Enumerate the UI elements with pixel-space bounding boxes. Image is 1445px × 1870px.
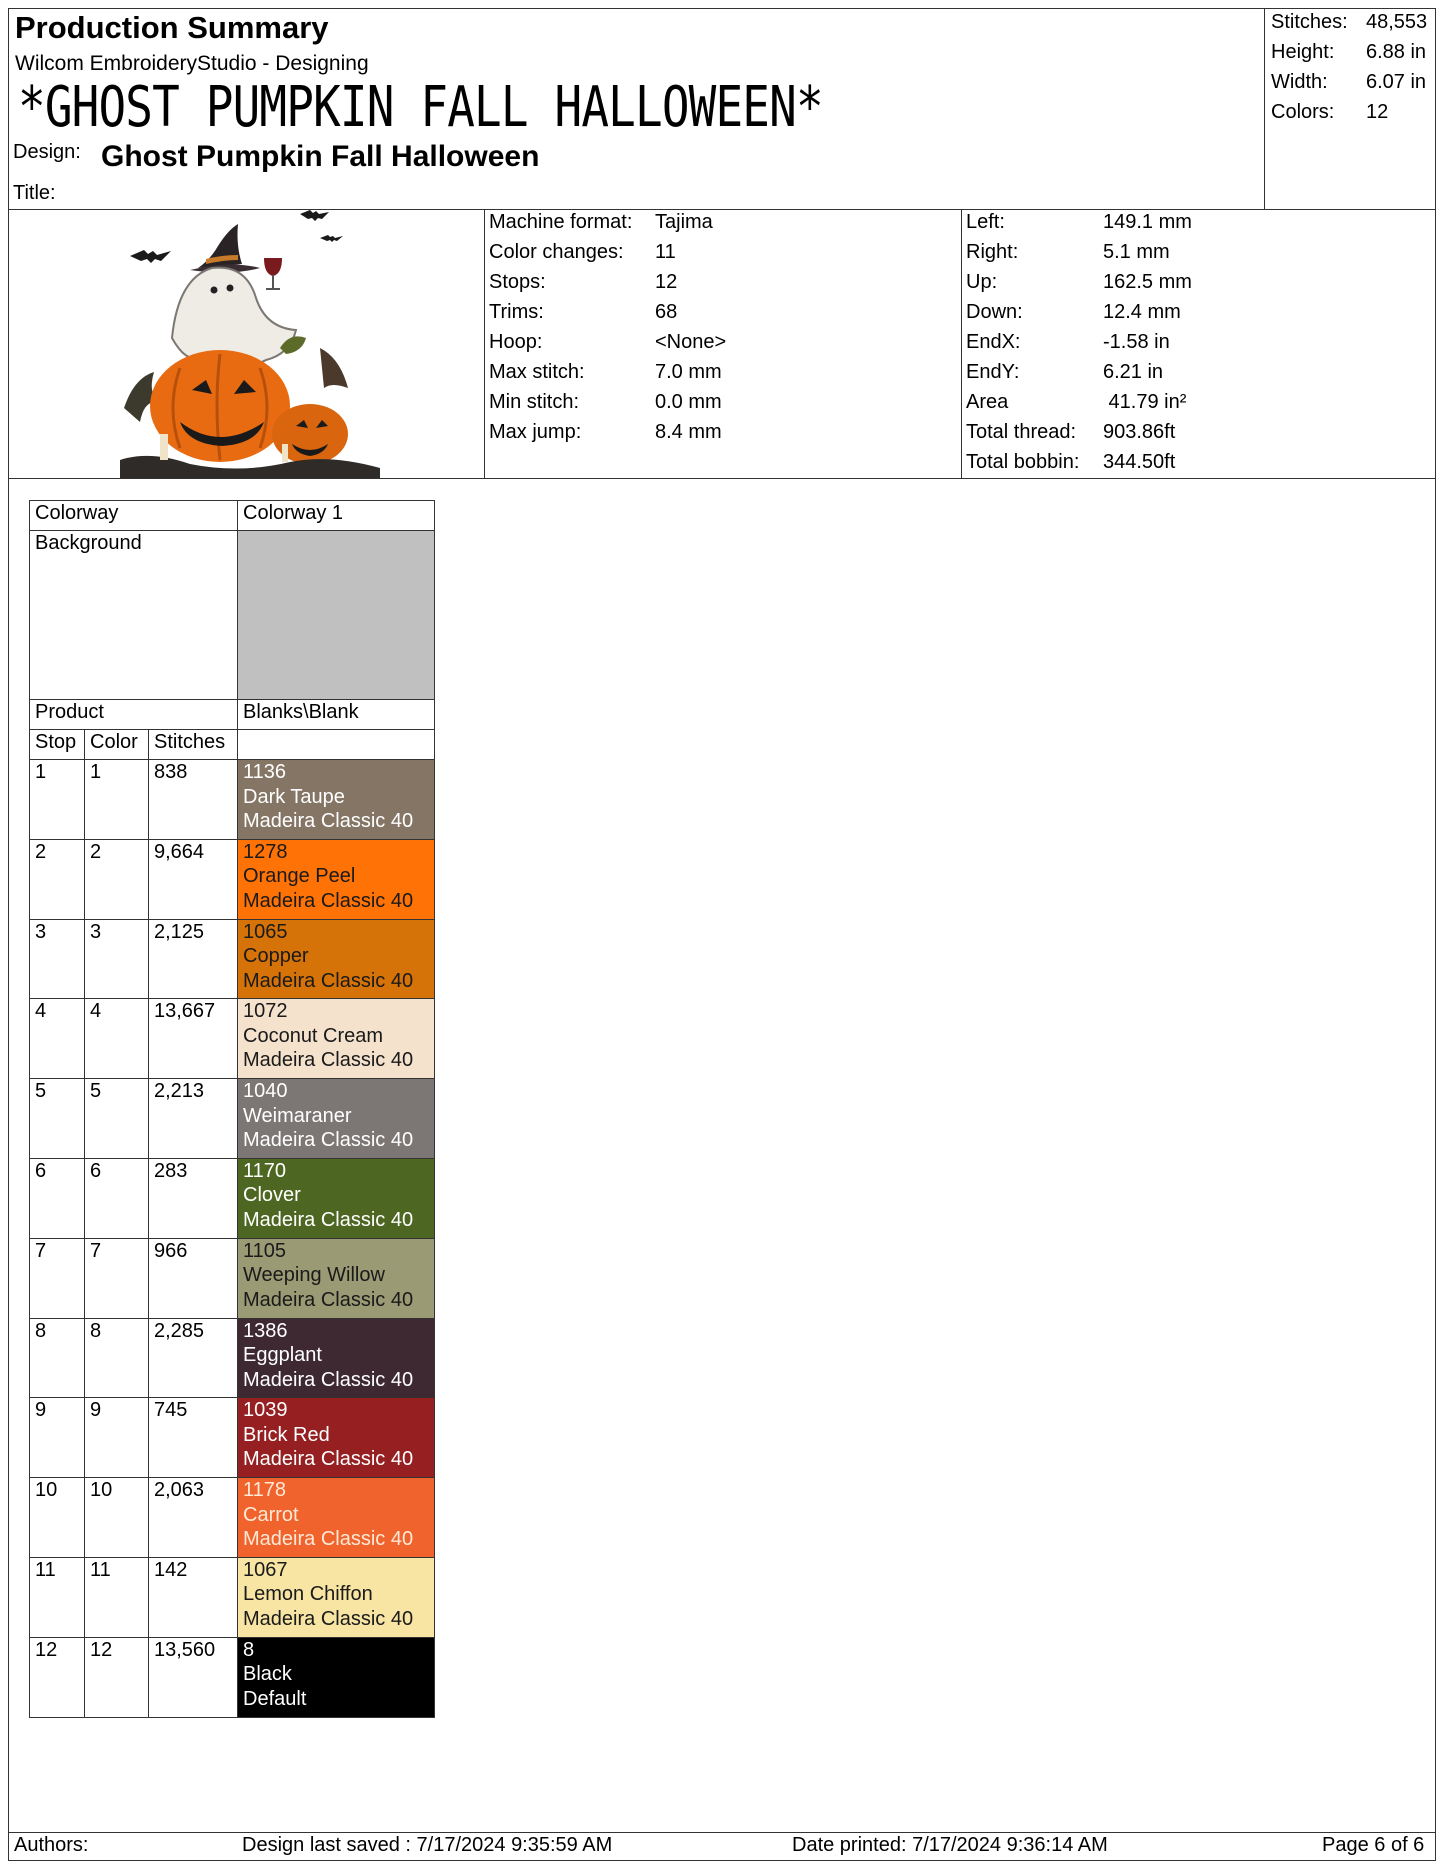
thread-color-number: 2 <box>85 839 149 919</box>
thread-stop: 11 <box>30 1557 85 1637</box>
footer-date-printed: Date printed: 7/17/2024 9:36:14 AM <box>792 1834 1108 1856</box>
thread-code: 1065 <box>243 920 288 943</box>
thread-code: 1136 <box>243 761 287 783</box>
thread-code: 1067 <box>243 1558 288 1581</box>
thread-name: Orange Peel <box>243 865 356 888</box>
thread-code: 1040 <box>243 1080 288 1103</box>
machine-info-value: 8.4 mm <box>655 421 722 443</box>
thread-brand: Madeira Classic 40 <box>243 969 414 992</box>
footer-page-number: Page 6 of 6 <box>1322 1834 1425 1856</box>
thread-code: 1278 <box>243 840 288 863</box>
dimension-key: Total bobbin: <box>966 451 1080 473</box>
machine-info <box>489 207 726 447</box>
machine-info-value: Tajima <box>655 211 713 233</box>
machine-info-key: Max stitch: <box>489 361 585 383</box>
thread-name: Dark Taupe <box>243 785 345 808</box>
machine-info-row <box>489 207 726 237</box>
thread-stop: 4 <box>30 999 85 1079</box>
thread-stitches: 2,285 <box>149 1318 238 1398</box>
design-name: Ghost Pumpkin Fall Halloween <box>101 140 540 173</box>
machine-info-row <box>489 297 726 327</box>
machine-info-key: Min stitch: <box>489 391 580 413</box>
dimension-value: -1.58 in <box>1103 331 1170 353</box>
thread-swatch <box>238 1478 435 1558</box>
thread-row <box>30 999 435 1079</box>
machine-info-row <box>489 327 726 357</box>
dimension-value: 41.79 in² <box>1103 391 1187 413</box>
colorway-value: Colorway 1 <box>238 501 435 531</box>
thread-stop: 5 <box>30 1079 85 1159</box>
design-label: Design: <box>13 141 81 163</box>
thread-color-number: 7 <box>85 1238 149 1318</box>
summary-row <box>1271 67 1427 97</box>
machine-info-key: Color changes: <box>489 241 624 263</box>
thread-name: Coconut Cream <box>243 1024 384 1047</box>
thread-color-number: 9 <box>85 1398 149 1478</box>
machine-divider <box>961 209 962 478</box>
thread-row <box>30 919 435 999</box>
thread-brand: Madeira Classic 40 <box>243 1208 414 1231</box>
thread-stitches: 2,213 <box>149 1079 238 1159</box>
summary-row <box>1271 7 1427 37</box>
dimension-value: 344.50ft <box>1103 451 1176 473</box>
machine-info-value: 11 <box>655 241 676 263</box>
thread-stitches: 13,667 <box>149 999 238 1079</box>
header-stop: Stop <box>30 730 85 760</box>
summary-value: 48,553 <box>1366 11 1428 33</box>
thread-brand: Madeira Classic 40 <box>243 1368 414 1391</box>
dimension-value: 12.4 mm <box>1103 301 1181 323</box>
colorway-label: Colorway <box>30 501 238 531</box>
art-divider <box>484 209 485 478</box>
thread-color-number: 12 <box>85 1637 149 1717</box>
dimension-info <box>966 207 1192 477</box>
thread-stitches: 966 <box>149 1238 238 1318</box>
summary-key: Colors: <box>1271 101 1335 123</box>
dimension-row <box>966 297 1192 327</box>
thread-code: 1072 <box>243 1000 288 1023</box>
product-value: Blanks\Blank <box>238 700 435 730</box>
thread-code: 1105 <box>243 1239 287 1262</box>
header-thread <box>238 730 435 760</box>
thread-swatch <box>238 760 435 840</box>
thread-color-number: 5 <box>85 1079 149 1159</box>
dimension-key: EndX: <box>966 331 1021 353</box>
machine-info-value: 68 <box>655 301 678 323</box>
machine-info-key: Max jump: <box>489 421 582 443</box>
footer-authors: Authors: <box>14 1834 89 1856</box>
thread-color-number: 8 <box>85 1318 149 1398</box>
thread-stitches: 2,063 <box>149 1478 238 1558</box>
summary-key: Stitches: <box>1271 11 1348 33</box>
thread-stop: 6 <box>30 1158 85 1238</box>
thread-stitches: 745 <box>149 1398 238 1478</box>
dimension-row <box>966 327 1192 357</box>
thread-stop: 3 <box>30 919 85 999</box>
thread-brand: Madeira Classic 40 <box>243 1288 414 1311</box>
thread-name: Copper <box>243 945 309 968</box>
thread-stop: 2 <box>30 839 85 919</box>
thread-name: Weimaraner <box>243 1104 352 1127</box>
summary-row <box>1271 37 1427 67</box>
thread-brand: Madeira Classic 40 <box>243 889 414 912</box>
dimension-row <box>966 267 1192 297</box>
thread-row <box>30 1318 435 1398</box>
thread-stop: 12 <box>30 1637 85 1717</box>
thread-name: Lemon Chiffon <box>243 1583 373 1606</box>
dimension-key: EndY: <box>966 361 1020 383</box>
page-title: Production Summary <box>15 10 329 45</box>
machine-info-value: 7.0 mm <box>655 361 722 383</box>
thread-row <box>30 1637 435 1717</box>
header-color: Color <box>85 730 149 760</box>
thread-color-number: 3 <box>85 919 149 999</box>
machine-info-value: 0.0 mm <box>655 391 722 413</box>
thread-name: Carrot <box>243 1503 299 1526</box>
thread-brand: Madeira Classic 40 <box>243 1448 414 1471</box>
product-label: Product <box>30 700 238 730</box>
machine-info-key: Machine format: <box>489 211 633 233</box>
thread-code: 1386 <box>243 1319 288 1342</box>
dimension-key: Up: <box>966 271 998 293</box>
machine-info-key: Stops: <box>489 271 546 293</box>
thread-stop: 7 <box>30 1238 85 1318</box>
thread-brand: Default <box>243 1687 307 1710</box>
summary-value: 6.88 in <box>1366 41 1427 63</box>
thread-row <box>30 1557 435 1637</box>
dimension-key: Left: <box>966 211 1005 233</box>
footer-last-saved: Design last saved : 7/17/2024 9:35:59 AM <box>242 1834 613 1856</box>
thread-row <box>30 760 435 840</box>
thread-stop: 10 <box>30 1478 85 1558</box>
design-preview-image <box>120 208 380 478</box>
dimension-row <box>966 417 1192 447</box>
thread-brand: Madeira Classic 40 <box>243 810 414 832</box>
design-banner: *GHOST PUMPKIN FALL HALLOWEEN* <box>18 75 823 140</box>
thread-color-number: 1 <box>85 760 149 840</box>
thread-name: Brick Red <box>243 1423 330 1446</box>
summary-divider <box>1264 8 1265 209</box>
thread-color-number: 6 <box>85 1158 149 1238</box>
summary-stats <box>1271 7 1427 127</box>
thread-swatch <box>238 1398 435 1478</box>
machine-info-value: 12 <box>655 271 678 293</box>
thread-name: Eggplant <box>243 1344 322 1367</box>
thread-row <box>30 1398 435 1478</box>
dimension-row <box>966 237 1192 267</box>
thread-row <box>30 1478 435 1558</box>
summary-value: 6.07 in <box>1366 71 1427 93</box>
summary-value: 12 <box>1366 101 1389 123</box>
thread-swatch <box>238 919 435 999</box>
thread-color-number: 11 <box>85 1557 149 1637</box>
thread-name: Black <box>243 1663 292 1686</box>
thread-swatch <box>238 1318 435 1398</box>
thread-swatch <box>238 1238 435 1318</box>
thread-swatch <box>238 1637 435 1717</box>
machine-info-value: <None> <box>655 331 727 353</box>
thread-code: 1170 <box>243 1159 287 1182</box>
background-label: Background <box>30 531 238 700</box>
machine-info-row <box>489 267 726 297</box>
thread-name: Clover <box>243 1184 301 1207</box>
thread-swatch <box>238 999 435 1079</box>
thread-brand: Madeira Classic 40 <box>243 1049 414 1072</box>
app-name: Wilcom EmbroideryStudio - Designing <box>15 52 369 75</box>
thread-stitches: 838 <box>149 760 238 840</box>
thread-color-number: 4 <box>85 999 149 1079</box>
thread-swatch <box>238 839 435 919</box>
machine-info-row <box>489 387 726 417</box>
dimension-key: Area <box>966 391 1009 413</box>
machine-info-key: Trims: <box>489 301 544 323</box>
thread-code: 1178 <box>243 1479 287 1502</box>
thread-stop: 1 <box>30 760 85 840</box>
dimension-key: Total thread: <box>966 421 1077 443</box>
thread-color-number: 10 <box>85 1478 149 1558</box>
dimension-row <box>966 447 1192 477</box>
thread-stitches: 2,125 <box>149 919 238 999</box>
info-divider <box>8 478 1436 479</box>
thread-brand: Madeira Classic 40 <box>243 1528 414 1551</box>
thread-swatch <box>238 1158 435 1238</box>
thread-row <box>30 1079 435 1159</box>
dimension-row <box>966 387 1192 417</box>
thread-row <box>30 1158 435 1238</box>
thread-stitches: 283 <box>149 1158 238 1238</box>
thread-row <box>30 1238 435 1318</box>
thread-stop: 9 <box>30 1398 85 1478</box>
dimension-value: 149.1 mm <box>1103 211 1192 233</box>
thread-stitches: 9,664 <box>149 839 238 919</box>
thread-name: Weeping Willow <box>243 1264 385 1287</box>
dimension-row <box>966 207 1192 237</box>
thread-stitches: 13,560 <box>149 1637 238 1717</box>
dimension-row <box>966 357 1192 387</box>
thread-stop: 8 <box>30 1318 85 1398</box>
dimension-value: 6.21 in <box>1103 361 1164 383</box>
dimension-key: Down: <box>966 301 1023 323</box>
machine-info-row <box>489 417 726 447</box>
colorway-table <box>29 500 435 1718</box>
machine-info-row <box>489 357 726 387</box>
machine-info-row <box>489 237 726 267</box>
thread-code: 1039 <box>243 1399 288 1422</box>
summary-key: Height: <box>1271 41 1335 63</box>
thread-stitches: 142 <box>149 1557 238 1637</box>
dimension-value: 903.86ft <box>1103 421 1176 443</box>
thread-swatch <box>238 1079 435 1159</box>
thread-swatch <box>238 1557 435 1637</box>
thread-code: 8 <box>243 1638 255 1661</box>
footer-divider <box>8 1832 1436 1833</box>
dimension-value: 162.5 mm <box>1103 271 1192 293</box>
machine-info-key: Hoop: <box>489 331 543 353</box>
thread-brand: Madeira Classic 40 <box>243 1129 414 1152</box>
summary-key: Width: <box>1271 71 1328 93</box>
dimension-value: 5.1 mm <box>1103 241 1170 263</box>
thread-brand: Madeira Classic 40 <box>243 1607 414 1630</box>
thread-row <box>30 839 435 919</box>
dimension-key: Right: <box>966 241 1019 263</box>
header-stitches: Stitches <box>149 730 238 760</box>
background-swatch <box>238 531 435 700</box>
summary-row <box>1271 97 1427 127</box>
title-label: Title: <box>13 182 56 204</box>
